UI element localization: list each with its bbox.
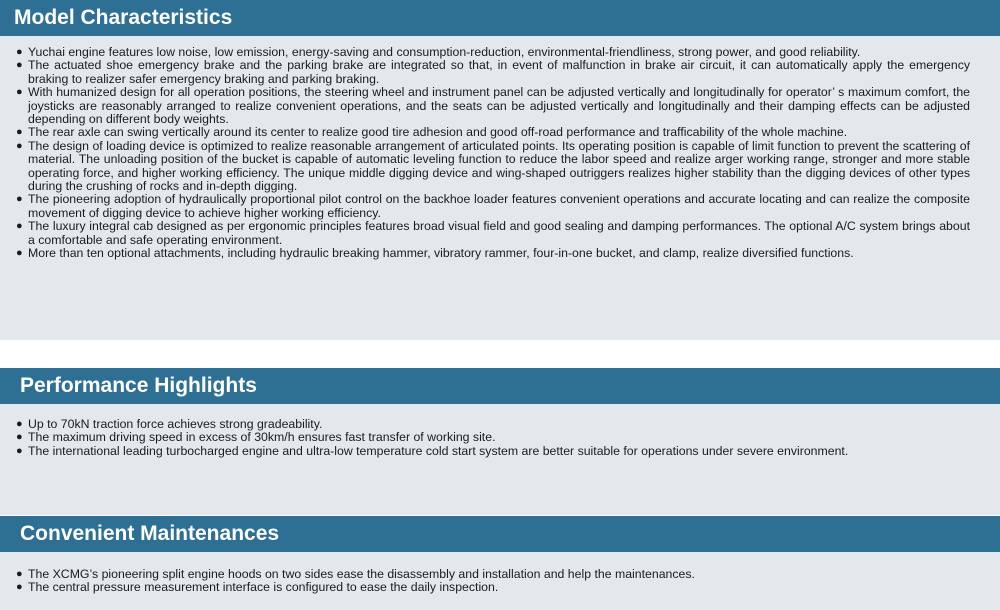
bullet-icon: ● bbox=[16, 568, 23, 580]
bullet-icon: ● bbox=[16, 431, 23, 444]
bullet-list bbox=[16, 46, 970, 261]
section-performance-highlights bbox=[0, 368, 1000, 515]
section-convenient-maintenances bbox=[0, 516, 1000, 610]
bullet-icon: ● bbox=[16, 59, 23, 72]
list-item: ● The international leading turbocharged engine and ultra-low temperature cold start system are better suitable for operations under severe environment. bbox=[16, 443, 849, 458]
list-item: ● The actuated shoe emergency brake and the parking brake are integrated so that, in event of malfunction in brake air circuit, it can automatically apply the emergency braking to realizer safer emergency braking and parking braking. bbox=[16, 58, 970, 86]
bullet-list bbox=[16, 418, 970, 458]
bullet-icon: ● bbox=[16, 220, 23, 233]
section-header: Model Characteristics bbox=[0, 0, 1000, 36]
section-header: Convenient Maintenances bbox=[0, 516, 1000, 552]
section-body bbox=[0, 36, 1000, 340]
bullet-icon: ● bbox=[16, 126, 23, 139]
list-item: ● With humanized design for all operation positions, the steering wheel and instrument panel can be adjusted vertically and longitudinally for operator’ s maximum comfort, the joysticks are reasonably arranged to realize convenient operations, and the seats can be adjusted vertically and longitudinally and their damping effects can be adjusted depending on different body weights. bbox=[16, 85, 970, 127]
list-item: ● The maximum driving speed in excess of 30km/h ensures fast transfer of working site. bbox=[16, 430, 496, 445]
bullet-icon: ● bbox=[16, 444, 23, 457]
bullet-icon: ● bbox=[16, 139, 23, 152]
bullet-icon: ● bbox=[16, 46, 23, 58]
list-item: ● The rear axle can swing vertically around its center to realize good tire adhesion and good off-road performance and trafficability of the whole machine. bbox=[16, 125, 848, 140]
list-item: ● The central pressure measurement interface is configured to ease the daily inspection. bbox=[16, 580, 499, 595]
bullet-list bbox=[16, 568, 970, 595]
bullet-icon: ● bbox=[16, 247, 23, 260]
list-item: ● The pioneering adoption of hydraulically proportional pilot control on the backhoe loader features convenient operations and accurate locating and can realize the composite movement of digging device to achieve higher working efficiency. bbox=[16, 192, 970, 220]
list-item: ● Yuchai engine features low noise, low emission, energy-saving and consumption-reduction, environmental-friendliness, strong power, and good reliability. bbox=[16, 45, 861, 59]
list-item: ● Up to 70kN traction force achieves strong gradeability. bbox=[16, 417, 323, 431]
list-item: ● The design of loading device is optimized to realize reasonable arrangement of articulated points. Its operating position is capable of limit function to prevent the scattering of material. The unloading position of the bucket is capable of automatic leveling function to reduce the labor speed and realize arger working range, stronger and more stable operating force, and higher working efficiency. The unique middle digging device and wing-shaped outriggers realizes higher stability than the digging devices of other types during the crushing of rocks and in-depth digging. bbox=[16, 138, 970, 194]
section-header: Performance Highlights bbox=[0, 368, 1000, 404]
bullet-icon: ● bbox=[16, 193, 23, 206]
section-body bbox=[0, 404, 1000, 515]
list-item: ● More than ten optional attachments, including hydraulic breaking hammer, vibratory rammer, four-in-one bucket, and clamp, realize diversified functions. bbox=[16, 246, 854, 261]
list-item: ● The luxury integral cab designed as per ergonomic principles features broad visual field and good sealing and damping performances. The optional A/C system brings about a comfortable and safe operating environment. bbox=[16, 219, 970, 247]
bullet-icon: ● bbox=[16, 86, 23, 99]
section-body bbox=[0, 552, 1000, 610]
bullet-icon: ● bbox=[16, 581, 23, 594]
list-item: ● The XCMG’s pioneering split engine hoods on two sides ease the disassembly and installation and help the maintenances. bbox=[16, 567, 695, 581]
bullet-icon: ● bbox=[16, 418, 23, 430]
